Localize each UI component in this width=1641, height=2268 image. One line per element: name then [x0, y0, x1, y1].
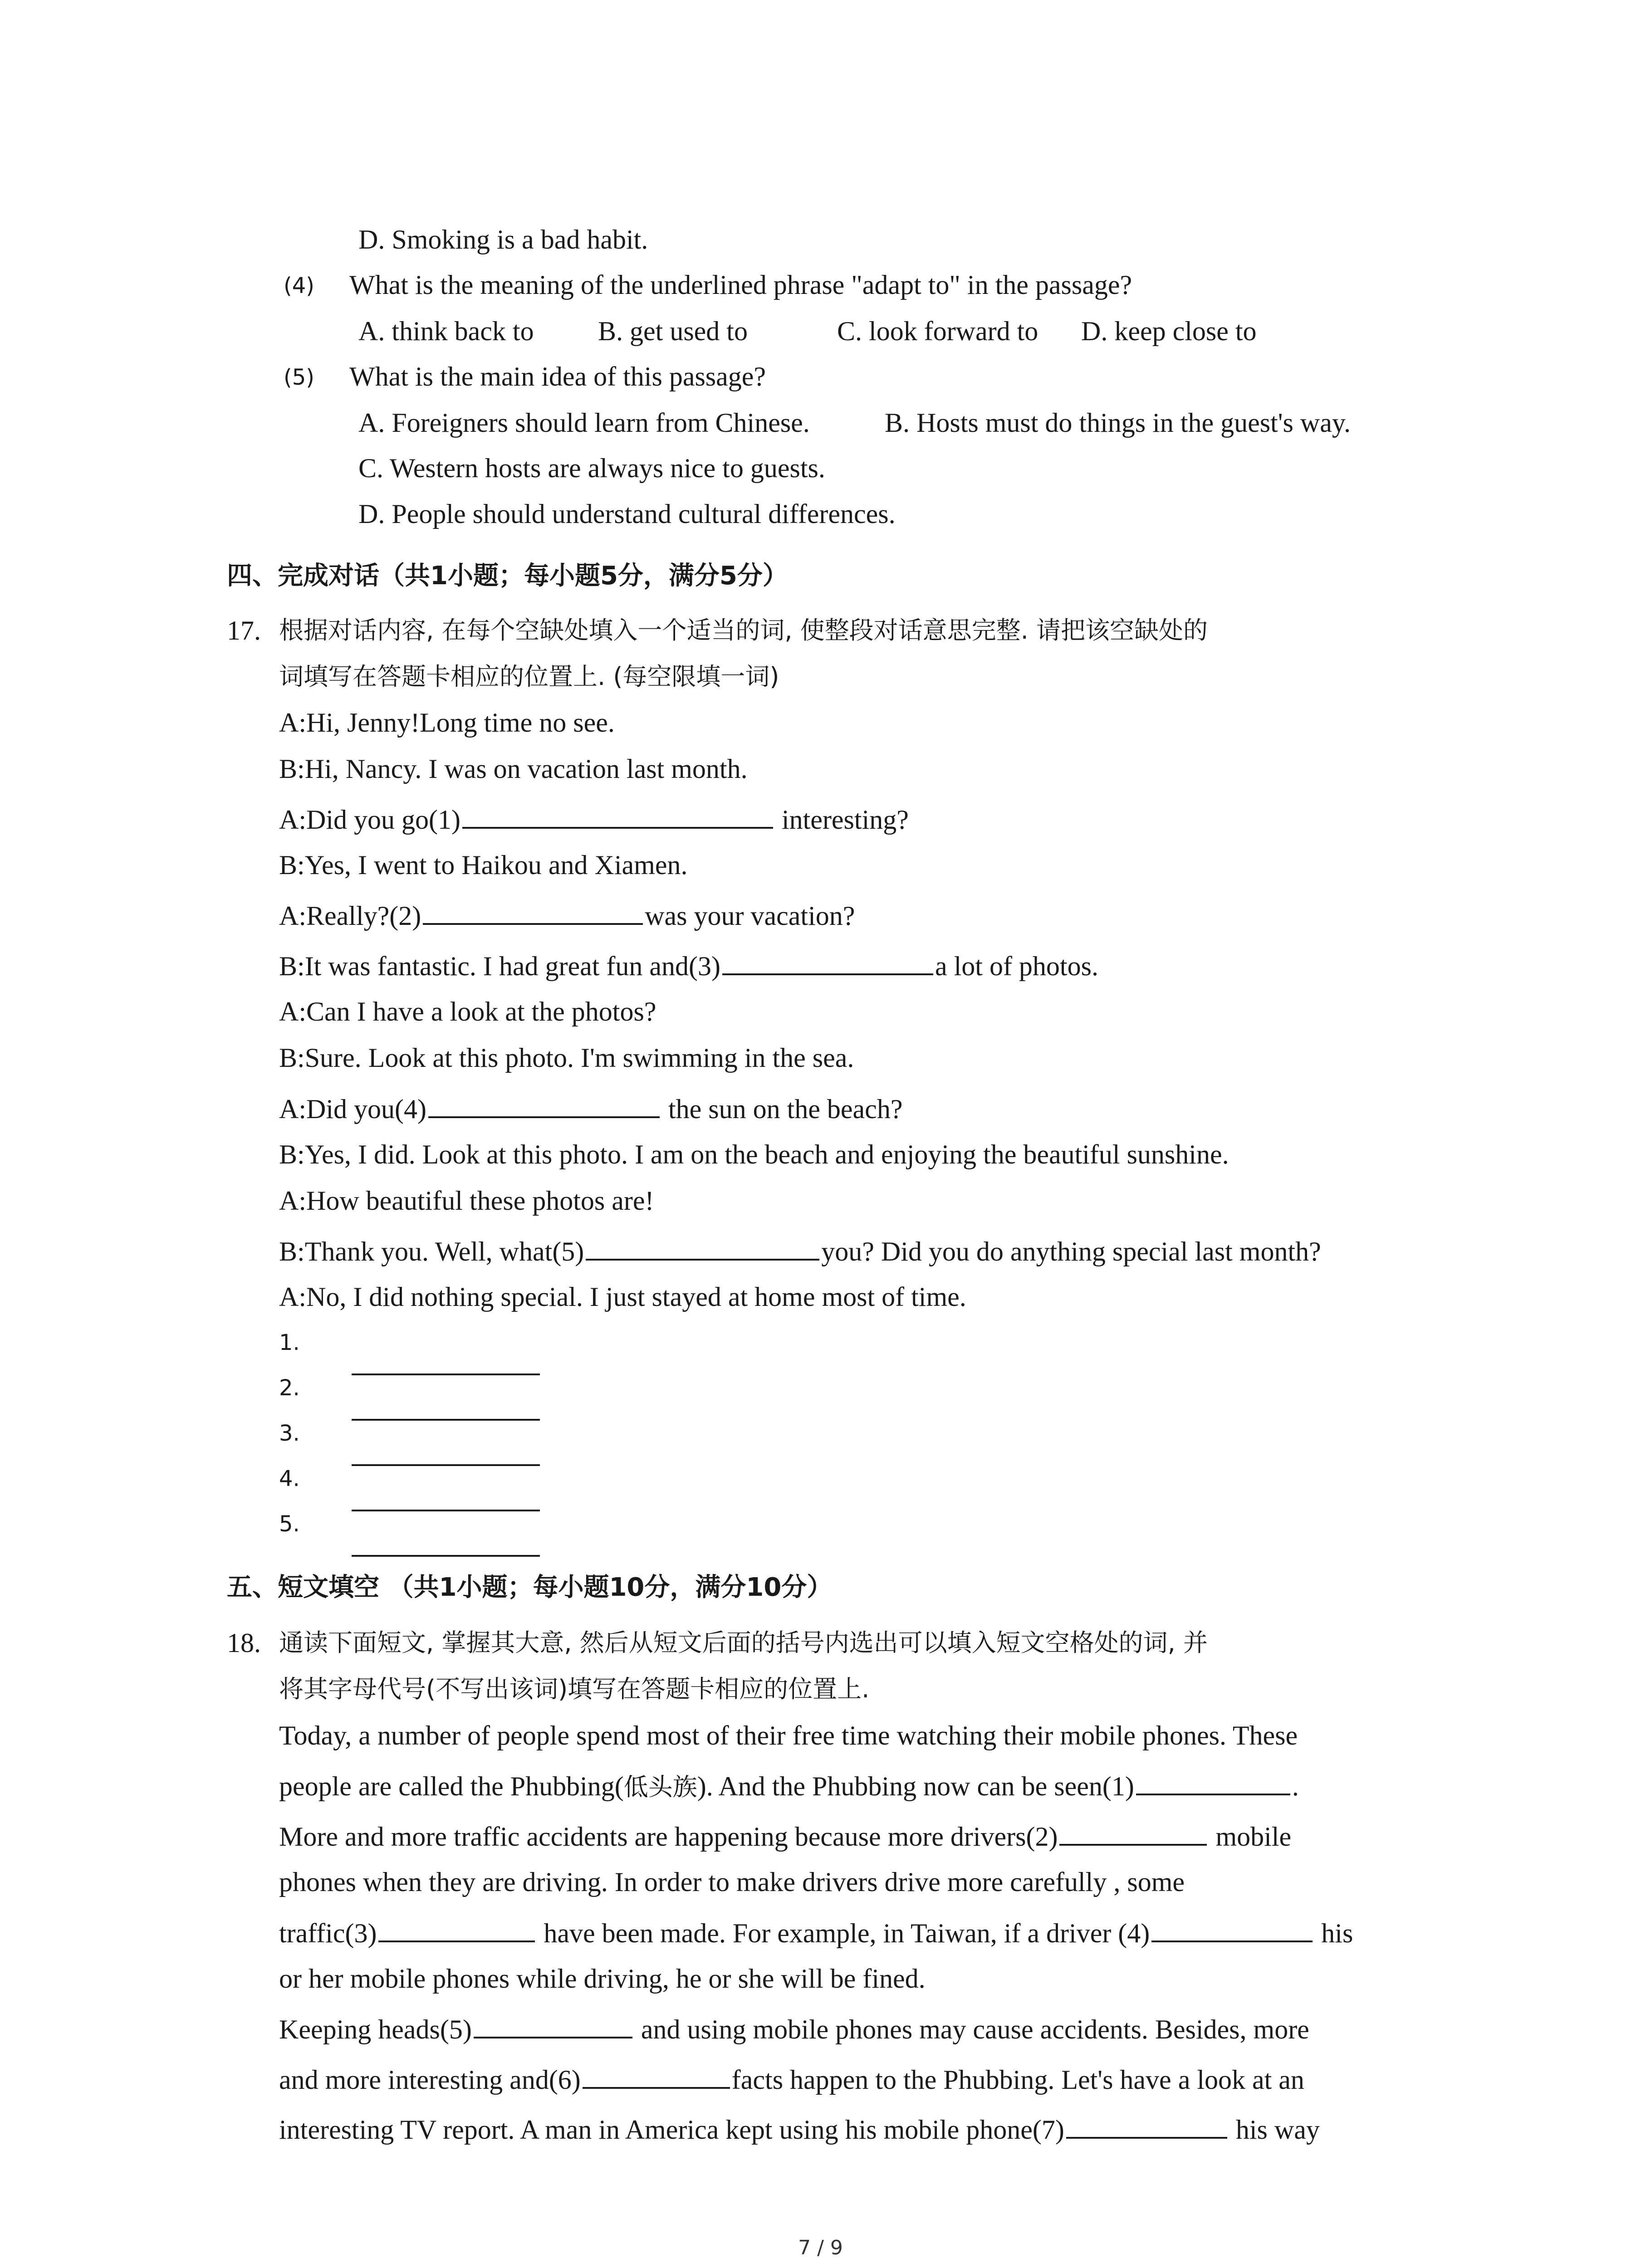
passage-line-8-end: facts happen to the Phubbing. Let's have a look at an — [731, 2065, 1304, 2095]
answer-line-1[interactable] — [352, 1374, 540, 1375]
answer-label-3: 3. — [279, 1421, 300, 1446]
answer-line-3[interactable] — [352, 1464, 540, 1466]
dialogue-line-5-start: A:Really?(2) — [279, 901, 421, 931]
q16-5-option-c: C. Western hosts are always nice to guests. — [358, 453, 825, 483]
q16-3-option-d: D. Smoking is a bad habit. — [358, 225, 648, 254]
passage-line-8-start: and more interesting and(6) — [279, 2065, 581, 2095]
answer-label-5: 5. — [279, 1511, 300, 1537]
passage-line-7-start: Keeping heads(5) — [279, 2014, 472, 2044]
q16-4-option-b: B. get used to — [598, 316, 748, 346]
q16-5-option-a: A. Foreigners should learn from Chinese. — [358, 408, 810, 438]
passage-line-9-start: interesting TV report. A man in America kept using his mobile phone(7) — [279, 2115, 1064, 2145]
passage-line-5-end: his — [1321, 1918, 1353, 1948]
passage-line-7 — [279, 2010, 1309, 2048]
passage-line-2-mid: ). And the Phubbing now can be seen(1) — [697, 1771, 1134, 1801]
q18-instruction-line-1: 通读下面短文, 掌握其大意, 然后从短文后面的括号内选出可以填入短文空格处的词, 并 — [279, 1628, 1208, 1657]
blank-18-1[interactable] — [1136, 1767, 1290, 1795]
passage-line-2-start: people are called the Phubbing( — [279, 1771, 624, 1801]
passage-line-3-start: More and more traffic accidents are happening because more drivers(2) — [279, 1822, 1058, 1852]
q16-4-option-c: C. look forward to — [837, 316, 1038, 346]
blank-18-3[interactable] — [378, 1914, 535, 1942]
dialogue-line-4: B:Yes, I went to Haikou and Xiamen. — [279, 850, 688, 880]
q16-4-number: (4) — [284, 273, 314, 298]
dialogue-line-3-end: interesting? — [781, 805, 909, 835]
page-number: 7 / 9 — [798, 2236, 843, 2259]
answer-label-1: 1. — [279, 1330, 300, 1355]
dialogue-line-2: B:Hi, Nancy. I was on vacation last month. — [279, 754, 748, 784]
dialogue-line-3 — [279, 801, 909, 838]
answer-label-4: 4. — [279, 1466, 300, 1491]
dialogue-line-8: B:Sure. Look at this photo. I'm swimming in the sea. — [279, 1043, 854, 1073]
dialogue-line-5 — [279, 897, 855, 934]
q16-4-option-d: D. keep close to — [1081, 316, 1257, 346]
blank-18-7[interactable] — [1066, 2111, 1227, 2139]
answer-line-2[interactable] — [352, 1419, 540, 1421]
blank-18-6[interactable] — [583, 2061, 730, 2089]
blank-17-5[interactable] — [586, 1232, 819, 1261]
dialogue-line-1: A:Hi, Jenny!Long time no see. — [279, 708, 615, 738]
passage-line-7-end: and using mobile phones may cause accidents. Besides, more — [641, 2014, 1309, 2044]
passage-chinese-gloss: 低头族 — [623, 1773, 697, 1801]
passage-line-9 — [279, 2111, 1320, 2148]
answer-line-5[interactable] — [352, 1555, 540, 1557]
q18-number: 18. — [227, 1628, 261, 1658]
q17-instruction-line-1: 根据对话内容, 在每个空缺处填入一个适当的词, 使整段对话意思完整. 请把该空缺处的 — [279, 616, 1208, 645]
dialogue-line-9-start: A:Did you(4) — [279, 1094, 426, 1124]
blank-17-4[interactable] — [428, 1090, 660, 1118]
q17-number: 17. — [227, 616, 261, 645]
dialogue-line-9 — [279, 1090, 902, 1127]
dialogue-line-5-end: was your vacation? — [645, 901, 855, 931]
dialogue-line-12-end: you? Did you do anything special last month? — [821, 1237, 1321, 1266]
dialogue-line-12 — [279, 1232, 1321, 1270]
blank-17-3[interactable] — [722, 947, 933, 975]
dialogue-line-6-start: B:It was fantastic. I had great fun and(3) — [279, 951, 720, 981]
q16-4-option-a: A. think back to — [358, 316, 534, 346]
passage-line-3 — [279, 1818, 1291, 1855]
passage-line-5 — [279, 1914, 1353, 1951]
dialogue-line-9-end: the sun on the beach? — [668, 1094, 903, 1124]
blank-17-2[interactable] — [423, 897, 643, 925]
dialogue-line-11: A:How beautiful these photos are! — [279, 1186, 654, 1216]
passage-line-6: or her mobile phones while driving, he or she will be fined. — [279, 1964, 926, 1994]
dialogue-line-3-start: A:Did you go(1) — [279, 805, 460, 835]
blank-17-1[interactable] — [462, 801, 773, 829]
passage-line-8 — [279, 2061, 1304, 2098]
section-5-heading: 五、短文填空 （共1小题；每小题10分，满分10分） — [227, 1573, 833, 1602]
answer-label-2: 2. — [279, 1375, 300, 1401]
q16-4-question: What is the meaning of the underlined phrase "adapt to" in the passage? — [349, 270, 1132, 300]
q17-instruction-line-2: 词填写在答题卡相应的位置上. (每空限填一词) — [279, 662, 779, 691]
section-4-heading: 四、完成对话（共1小题；每小题5分，满分5分） — [227, 561, 788, 591]
dialogue-line-6-end: a lot of photos. — [935, 951, 1098, 981]
blank-18-5[interactable] — [474, 2010, 632, 2038]
blank-18-2[interactable] — [1059, 1818, 1207, 1846]
dialogue-line-6 — [279, 947, 1098, 984]
dialogue-line-13: A:No, I did nothing special. I just stayed at home most of time. — [279, 1282, 966, 1312]
passage-line-9-end: his way — [1235, 2115, 1320, 2145]
dialogue-line-12-start: B:Thank you. Well, what(5) — [279, 1237, 584, 1266]
q18-instruction-line-2: 将其字母代号(不写出该词)填写在答题卡相应的位置上. — [279, 1675, 870, 1703]
answer-line-4[interactable] — [352, 1510, 540, 1511]
passage-line-5-start: traffic(3) — [279, 1918, 377, 1948]
passage-line-4: phones when they are driving. In order to make drivers drive more carefully , some — [279, 1867, 1185, 1897]
q16-5-question: What is the main idea of this passage? — [349, 362, 766, 391]
passage-line-2 — [279, 1767, 1299, 1805]
passage-line-1: Today, a number of people spend most of their free time watching their mobile phones. These — [279, 1721, 1298, 1750]
passage-line-3-end: mobile — [1215, 1822, 1292, 1852]
q16-5-option-b: B. Hosts must do things in the guest's way. — [885, 408, 1351, 438]
passage-line-5-mid: have been made. For example, in Taiwan, if a driver (4) — [544, 1918, 1150, 1948]
dialogue-line-7: A:Can I have a look at the photos? — [279, 997, 656, 1026]
q16-5-option-d: D. People should understand cultural differences. — [358, 499, 896, 529]
dialogue-line-10: B:Yes, I did. Look at this photo. I am on the beach and enjoying the beautiful sunshine. — [279, 1139, 1229, 1169]
blank-18-4[interactable] — [1151, 1914, 1313, 1942]
passage-line-2-end: . — [1292, 1771, 1299, 1801]
q16-5-number: (5) — [284, 365, 314, 390]
